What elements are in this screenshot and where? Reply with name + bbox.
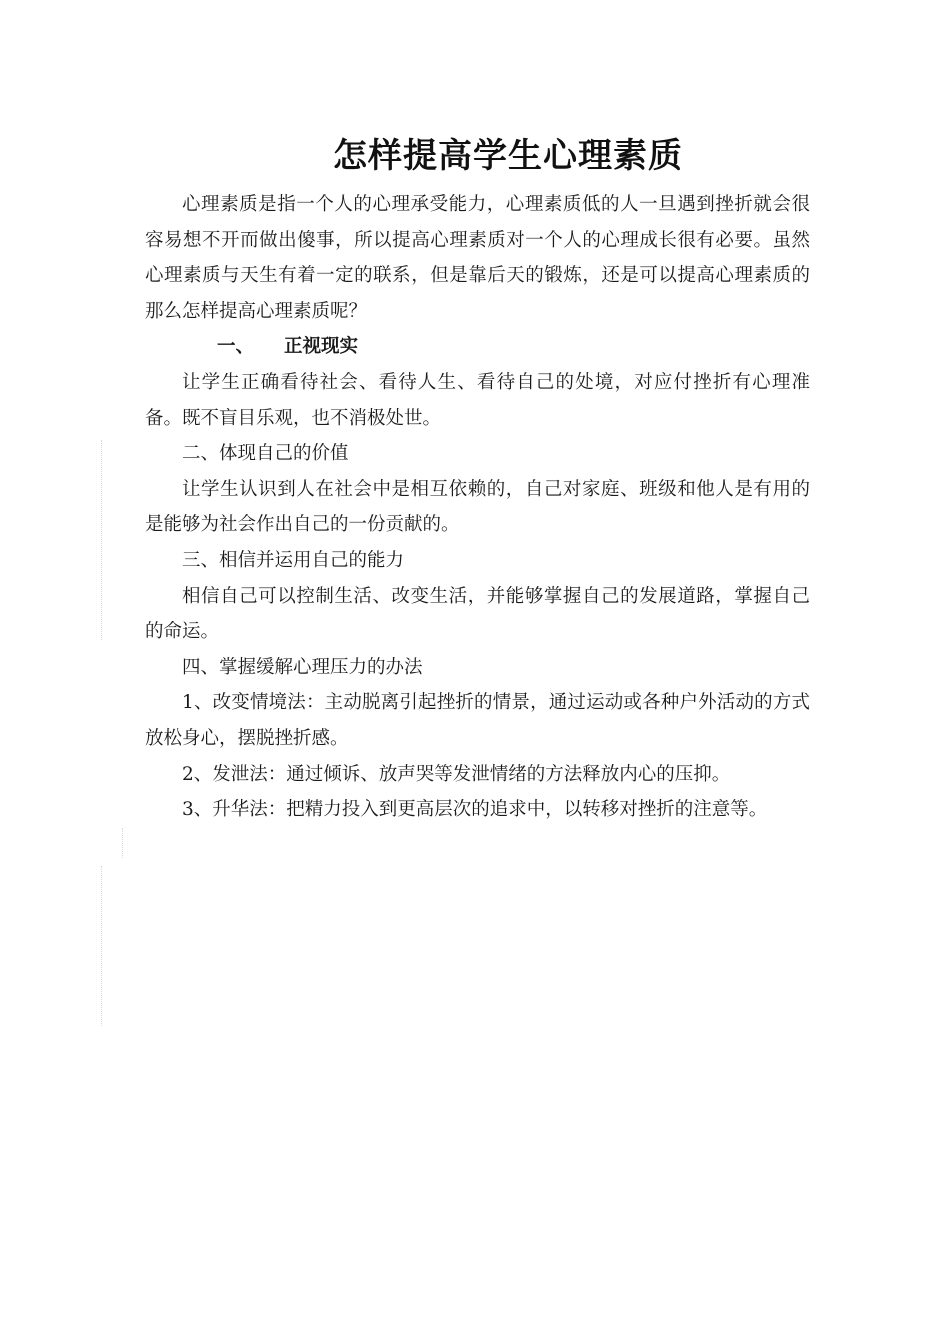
document-body (145, 187, 810, 828)
section-1-number: 一、 (217, 336, 255, 358)
section-3-paragraph: 相信自己可以控制生活、改变生活，并能够掌握自己的发展道路，掌握自己的命运。 (145, 585, 810, 643)
section-4-item-1: 1、改变情境法：主动脱离引起挫折的情景，通过运动或各种户外活动的方式放松身心，摆脱挫折感。 (145, 692, 810, 749)
margin-mark-upper (101, 440, 102, 640)
document-title: 怎样提高学生心理素质 (333, 136, 683, 176)
section-1-paragraph: 让学生正确看待社会、看待人生、看待自己的处境，对应付挫折有心理准备。既不盲目乐观，也不消极处世。 (145, 371, 810, 429)
section-2-heading: 二、体现自己的价值 (182, 443, 349, 465)
section-1-title: 正视现实 (284, 336, 359, 358)
section-3-heading: 三、相信并运用自己的能力 (182, 549, 405, 571)
section-1-heading (145, 329, 810, 365)
intro-paragraph: 心理素质是指一个人的心理承受能力，心理素质低的人一旦遇到挫折就会很容易想不开而做出傻事，所以提高心理素质对一个人的心理成长很有必要。虽然心理素质与天生有着一定的联系，但是靠后天的锻炼，还是可以提高心理素质的那么怎样提高心理素质呢？ (145, 194, 810, 322)
margin-mark-lower (101, 866, 102, 1026)
section-4-item-2: 2、发泄法：通过倾诉、放声哭等发泄情绪的方法释放内心的压抑。 (182, 763, 731, 785)
section-4-item-3: 3、升华法：把精力投入到更高层次的追求中，以转移对挫折的注意等。 (182, 799, 768, 821)
section-4-heading: 四、掌握缓解心理压力的办法 (182, 656, 423, 678)
margin-mark-middle (122, 828, 123, 858)
section-2-paragraph: 让学生认识到人在社会中是相互依赖的，自己对家庭、班级和他人是有用的是能够为社会作出自己的一份贡献的。 (145, 478, 810, 536)
